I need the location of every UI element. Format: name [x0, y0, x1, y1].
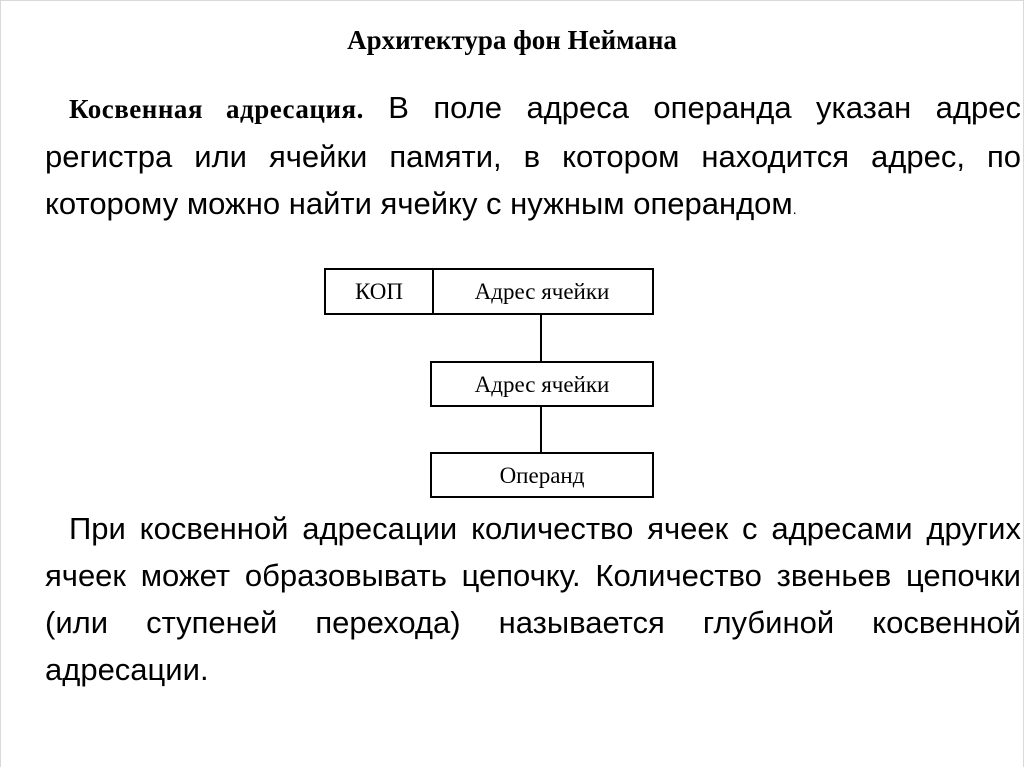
definition-end-dot: . — [792, 201, 797, 217]
slide-frame-left — [0, 0, 1, 767]
opcode-cell — [326, 270, 434, 313]
opcode-label: КОП — [355, 279, 403, 304]
instruction-box — [324, 268, 654, 315]
chain-paragraph: При косвенной адресации количество ячеек с адресами других ячеек может образовывать цепочку. Количество звеньев цепочки (или ступеней перехода) называется глубиной косвенной адресации. — [45, 511, 1021, 687]
instruction-address-cell — [432, 270, 652, 313]
instruction-address-label: Адрес ячейки — [474, 279, 610, 304]
operand-label: Операнд — [499, 462, 585, 488]
intermediate-address-box — [430, 361, 654, 407]
definition-paragraph — [45, 84, 1021, 233]
connector-line-1 — [540, 315, 542, 361]
connector-line-2 — [540, 407, 542, 452]
term-indirect-addressing: Косвенная адресация — [69, 94, 357, 124]
slide-title: Архитектура фон Неймана — [347, 25, 677, 55]
operand-box — [430, 452, 654, 498]
definition-text: В поле адреса операнда указан адрес регистра или ячейки памяти, в котором находится адрес, по которому можно найти ячейку с нужным операндом — [45, 90, 1021, 221]
term-dot: . — [356, 94, 364, 124]
slide-frame-top — [0, 0, 1024, 1]
intermediate-address-label: Адрес ячейки — [474, 371, 610, 397]
